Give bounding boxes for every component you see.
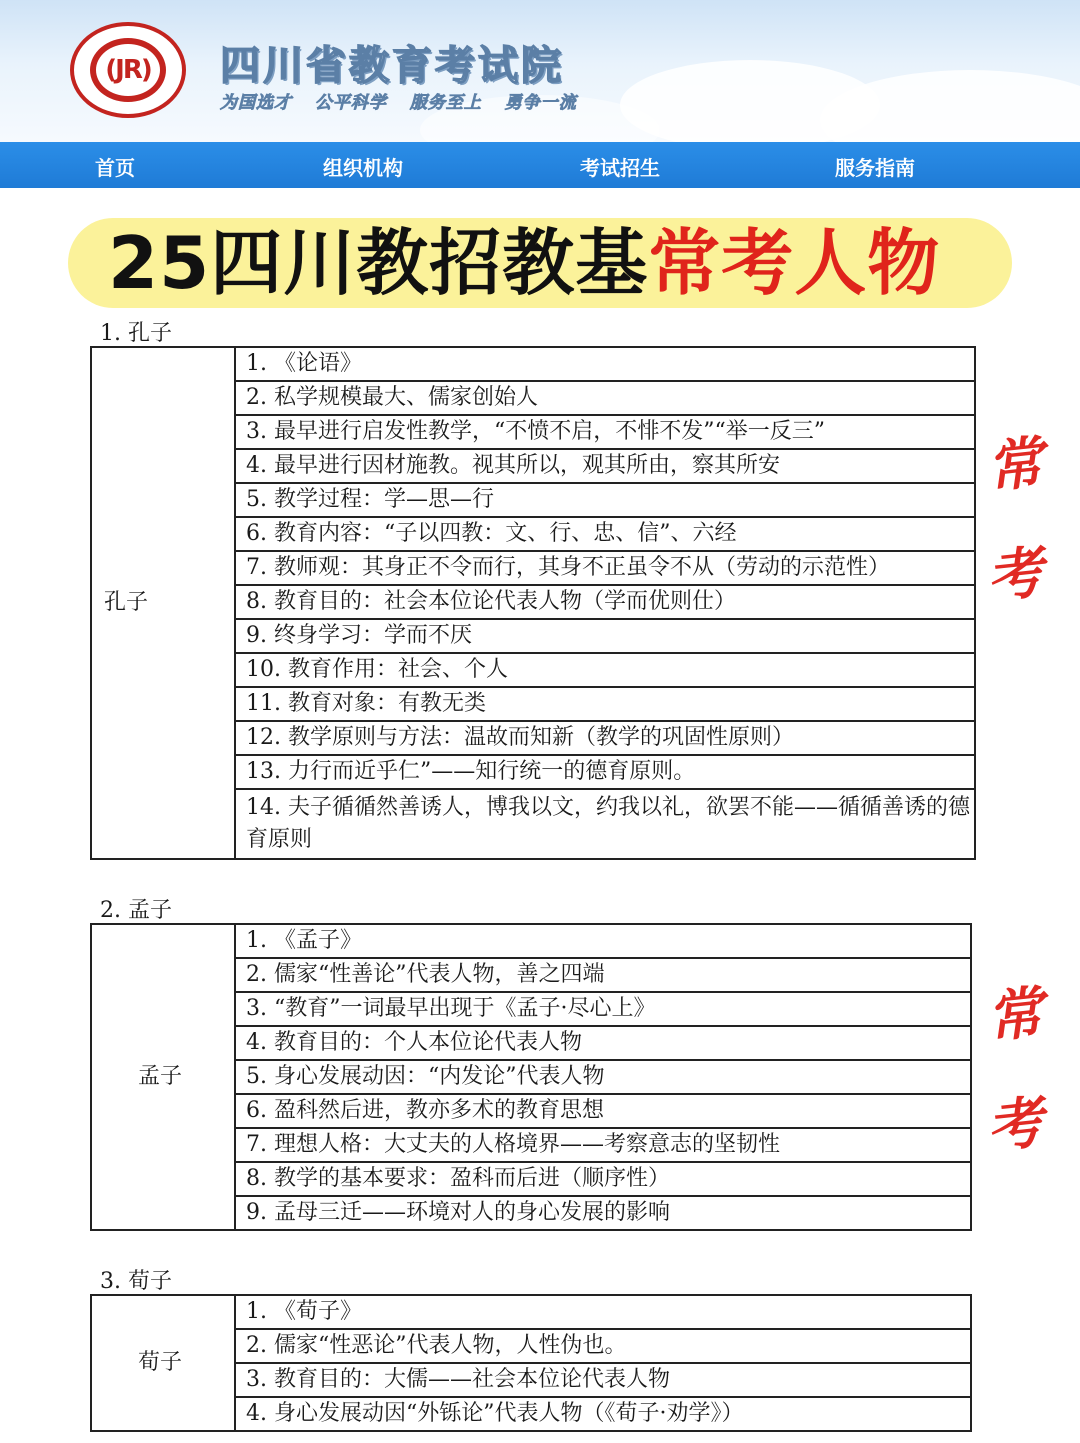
logo[interactable] bbox=[70, 22, 186, 118]
table-row: 4. 教育目的：个人本位论代表人物 bbox=[235, 1026, 971, 1060]
nav-item-organization[interactable]: 组织机构 bbox=[323, 156, 403, 180]
table-row: 7. 理想人格：大丈夫的人格境界——考察意志的坚韧性 bbox=[235, 1128, 971, 1162]
table-row: 3. 最早进行启发性教学，“不愤不启，不悱不发”“举一反三” bbox=[235, 415, 975, 449]
nav-item-home[interactable]: 首页 bbox=[95, 156, 135, 180]
figure-name-cell: 孔子 bbox=[91, 347, 235, 859]
section-heading: 1. 孔子 bbox=[100, 321, 172, 346]
handwritten-note-char: 常 bbox=[983, 429, 1047, 501]
table-row: 7. 教师观：其身正不令而行，其身不正虽令不从（劳动的示范性） bbox=[235, 551, 975, 585]
handwritten-note-char: 考 bbox=[983, 539, 1047, 611]
table-row: 5. 教学过程：学—思—行 bbox=[235, 483, 975, 517]
figure-table-confucius bbox=[90, 346, 976, 860]
table-row: 2. 私学规模最大、儒家创始人 bbox=[235, 381, 975, 415]
page-title bbox=[108, 222, 940, 304]
org-motto: 为国选才 公平科学 服务至上 勇争一流 bbox=[220, 93, 577, 113]
table-row: 9. 终身学习：学而不厌 bbox=[235, 619, 975, 653]
nav-item-exams[interactable]: 考试招生 bbox=[580, 156, 660, 180]
figure-name-cell: 荀子 bbox=[91, 1295, 235, 1431]
table-row: 1. 《孟子》 bbox=[235, 924, 971, 958]
nav-item-service-guide[interactable]: 服务指南 bbox=[835, 156, 915, 180]
figure-table-xunzi bbox=[90, 1294, 972, 1432]
table-row: 14. 夫子循循然善诱人，博我以文，约我以礼，欲罢不能——循循善诱的德育原则 bbox=[235, 789, 975, 859]
section-heading: 3. 荀子 bbox=[100, 1269, 172, 1294]
figure-name-cell: 孟子 bbox=[91, 924, 235, 1230]
table-row: 1. 《荀子》 bbox=[235, 1295, 971, 1329]
table-row: 5. 身心发展动因：“内发论”代表人物 bbox=[235, 1060, 971, 1094]
table-row: 12. 教学原则与方法：温故而知新（教学的巩固性原则） bbox=[235, 721, 975, 755]
table-row: 9. 孟母三迁——环境对人的身心发展的影响 bbox=[235, 1196, 971, 1230]
logo-emblem-icon bbox=[90, 38, 166, 102]
table-row: 8. 教学的基本要求：盈科而后进（顺序性） bbox=[235, 1162, 971, 1196]
handwritten-note bbox=[985, 960, 1045, 1180]
page-title-main: 25四川教招教基 bbox=[108, 221, 649, 305]
table-row: 6. 盈科然后进，教亦多术的教育思想 bbox=[235, 1094, 971, 1128]
table-row: 1. 《论语》 bbox=[235, 347, 975, 381]
table-row: 2. 儒家“性善论”代表人物，善之四端 bbox=[235, 958, 971, 992]
org-title: 四川省教育考试院 bbox=[220, 43, 564, 89]
table-row: 10. 教育作用：社会、个人 bbox=[235, 653, 975, 687]
table-row: 4. 身心发展动因“外铄论”代表人物（《荀子·劝学》） bbox=[235, 1397, 971, 1431]
table-row: 6. 教育内容：“子以四教：文、行、忠、信”、六经 bbox=[235, 517, 975, 551]
table-row: 8. 教育目的：社会本位论代表人物（学而优则仕） bbox=[235, 585, 975, 619]
table-row: 11. 教育对象：有教无类 bbox=[235, 687, 975, 721]
section-heading: 2. 孟子 bbox=[100, 898, 172, 923]
nav-bar bbox=[0, 142, 1080, 188]
handwritten-note-char: 考 bbox=[983, 1089, 1047, 1161]
handwritten-note bbox=[985, 410, 1045, 630]
page-title-highlight: 常考人物 bbox=[648, 221, 941, 305]
table-row: 3. 教育目的：大儒——社会本位论代表人物 bbox=[235, 1363, 971, 1397]
figure-table-mencius bbox=[90, 923, 972, 1231]
handwritten-note-char: 常 bbox=[983, 979, 1047, 1051]
table-row: 2. 儒家“性恶论”代表人物，人性伪也。 bbox=[235, 1329, 971, 1363]
table-row: 3. “教育”一词最早出现于《孟子·尽心上》 bbox=[235, 992, 971, 1026]
table-row: 13. 力行而近乎仁”——知行统一的德育原则。 bbox=[235, 755, 975, 789]
header-banner bbox=[0, 0, 1080, 142]
table-row: 4. 最早进行因材施教。视其所以，观其所由，察其所安 bbox=[235, 449, 975, 483]
logo-glyph: (JR) bbox=[105, 55, 151, 85]
